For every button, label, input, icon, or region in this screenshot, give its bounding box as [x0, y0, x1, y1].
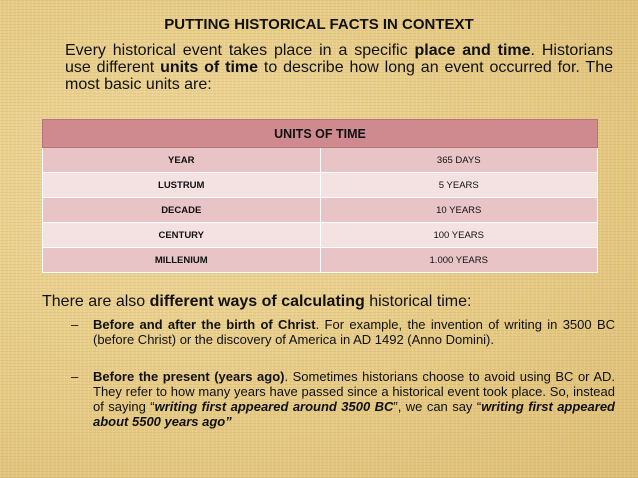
units-of-time-table [42, 119, 598, 273]
intro-text-3: to describe how long an event occurred for. The most basic units are: [65, 59, 613, 93]
bullet-before-present [71, 369, 615, 429]
unit-cell: DECADE [43, 198, 321, 223]
bullet-bold: Before the present (years ago) [93, 369, 285, 384]
unit-cell: CENTURY [43, 223, 321, 248]
methods-bold: different ways of calculating [149, 293, 365, 310]
bullet-birth-of-christ [71, 317, 615, 347]
bullet-quote-1: writing first appeared around 3500 BC [154, 399, 394, 414]
table-header: UNITS OF TIME [43, 120, 598, 148]
intro-paragraph [65, 42, 613, 93]
methods-text-2: historical time: [364, 293, 472, 310]
value-cell: 365 DAYS [320, 148, 598, 173]
table-row [43, 148, 598, 173]
bullet-body: . For example, the invention of writing in 3500 BC (before Christ) or the discovery of America in AD 1492 (Anno Domini). [93, 317, 616, 347]
intro-bold-units: units of time [160, 59, 259, 76]
slide-title: PUTTING HISTORICAL FACTS IN CONTEXT [164, 16, 474, 33]
table-row [43, 223, 598, 248]
table-row [43, 248, 598, 273]
methods-text-1: There are also [42, 293, 150, 310]
bullet-body-1: . Sometimes historians choose to avoid using BC or AD. They refer to how many years have passed since a historical event took place. So, instead of saying “ [93, 369, 615, 414]
value-cell: 100 YEARS [320, 223, 598, 248]
bullet-text [93, 317, 615, 347]
methods-paragraph [42, 293, 622, 311]
intro-text-1: Every historical event takes place in a specific [65, 42, 415, 59]
value-cell: 5 YEARS [320, 173, 598, 198]
dash-bullet-icon: – [71, 317, 79, 332]
value-cell: 1.000 YEARS [320, 248, 598, 273]
dash-bullet-icon: – [71, 369, 79, 384]
table-row [43, 198, 598, 223]
table-row [43, 173, 598, 198]
bullet-text [93, 369, 615, 429]
unit-cell: YEAR [43, 148, 321, 173]
bullet-quote-2: writing first appeared about 5500 years ago” [93, 399, 615, 429]
unit-cell: LUSTRUM [43, 173, 321, 198]
intro-bold-place-time: place and time [414, 42, 531, 59]
bullet-body-2: ”, we can say “ [393, 399, 482, 414]
unit-cell: MILLENIUM [43, 248, 321, 273]
bullet-bold: Before and after the birth of Christ [93, 317, 316, 332]
intro-text-2: . Historians use different [65, 42, 613, 76]
value-cell: 10 YEARS [320, 198, 598, 223]
